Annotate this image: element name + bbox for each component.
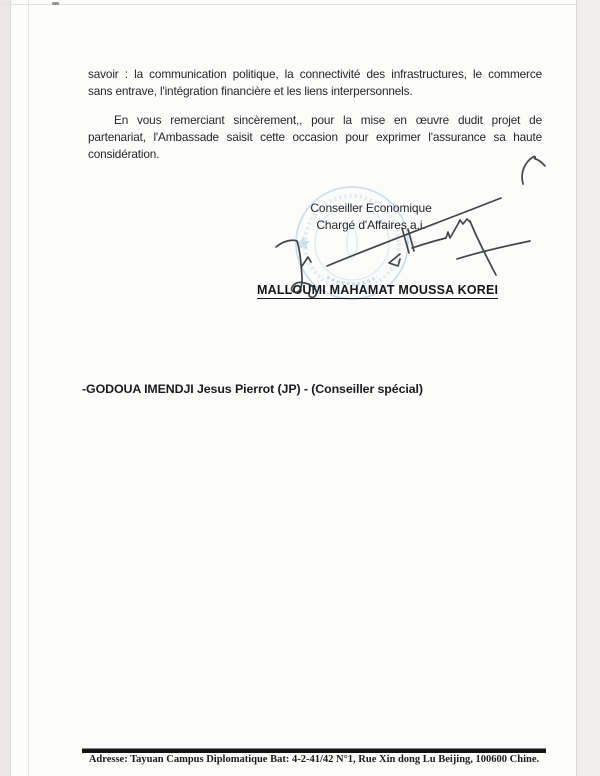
paragraph-line: En vous remerciant sincèrement,, pour la mise en œuvre dudit projet de — [114, 113, 542, 127]
paragraph-line: savoir : la communication politique, la connectivité des infrastructures, le commerce — [88, 67, 542, 81]
paragraph-line: partenariat, l'Ambassade saisit cette occasion pour exprimer l'assurance sa haute — [88, 130, 542, 144]
signature-hook-stroke — [522, 156, 545, 184]
signer-title-line: Conseiller Economique — [310, 201, 432, 215]
signature-ink-strokes — [276, 156, 545, 297]
signature-jagged-stroke — [412, 219, 470, 248]
paragraph-line: considération. — [88, 147, 160, 161]
special-adviser-line: -GODOUA IMENDJI Jesus Pierrot (JP) - (Conseiller spécial) — [82, 382, 423, 396]
signer-title-line: Chargé d'Affaires a.i. — [316, 218, 426, 232]
signature-initial-swash — [276, 240, 316, 297]
signatory-name: MALLOUMI MAHAMAT MOUSSA KOREI — [257, 283, 499, 297]
signature-tick — [302, 257, 311, 266]
footer-address: Adresse: Tayuan Campus Diplomatique Bat: 4-2-41/42 N°1, Rue Xin dong Lu Beijing, 100600 Chine. — [88, 754, 540, 765]
signature-cross-stroke — [457, 241, 530, 259]
signature-flag — [389, 254, 400, 266]
paragraph-line: sans entrave, l'intégration financière et les liens interpersonnels. — [88, 84, 413, 98]
signature-tall-stroke — [470, 221, 496, 275]
